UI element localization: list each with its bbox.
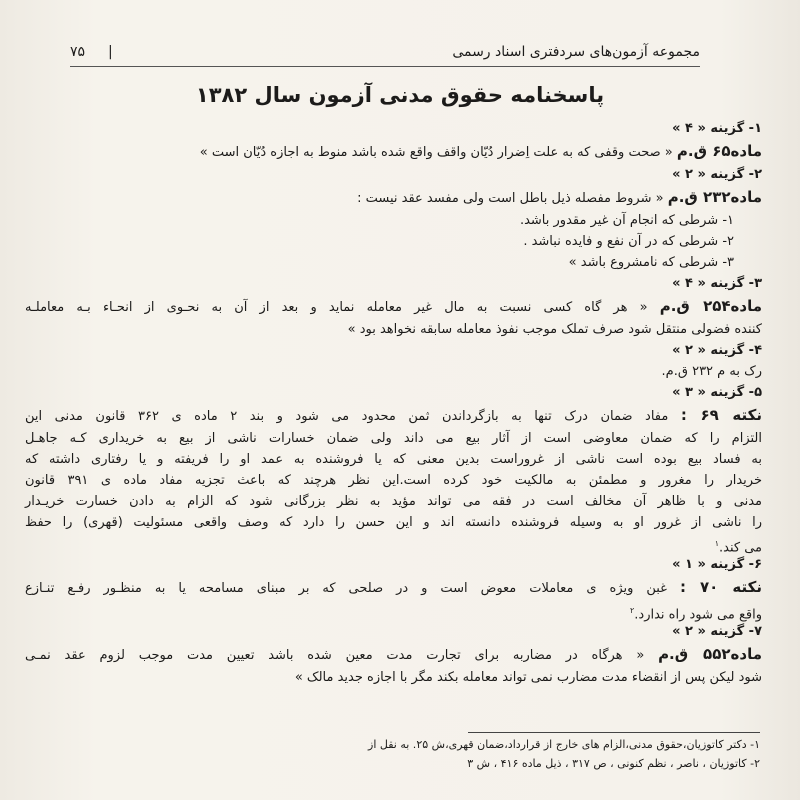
note-text: می کند. <box>719 540 762 556</box>
article-text: « شروط مفصله ذیل باطل است ولی مفسد عقد نیست : <box>357 191 664 206</box>
answer-4-heading: ۴- گزینه « ۲ » <box>672 343 762 358</box>
answer-5-text-2: التزام را که ضمان معاوضی است از آثار بیع می داند ولی ضمان خسارات ناشی از بیع به خریداری کـه جاهـل <box>25 431 762 446</box>
answer-7-text-2: شود لیکن پس از انقضاء مدت مضارب نمی تواند معامله بکند مگر با اجازه جدید مالک » <box>294 670 762 685</box>
answer-3-heading: ۳- گزینه « ۴ » <box>672 276 762 291</box>
header-title: مجموعه آزمون‌های سردفتری اسناد رسمی <box>452 44 700 60</box>
page-title: پاسخنامه حقوق مدنی آزمون سال ۱۳۸۲ <box>195 83 605 107</box>
answer-5-text-6: را ناشی از غرور او به وسیله فروشنده دانسته اند و این حسن را دارد که وصف واقعی مسئولیت (قهری) را حفظ <box>25 515 762 530</box>
answer-6-text-1 <box>25 575 762 600</box>
answer-2-item-3: ۳- شرطی که نامشروع باشد » <box>568 255 734 270</box>
answer-3-text-1 <box>25 294 762 319</box>
answer-2-heading: ۲- گزینه « ۲ » <box>672 167 762 182</box>
answer-7-text-1 <box>25 642 762 667</box>
answer-5-text-3: به فساد بیع بوده است ناشی از غروراست بدین معنی که یا فروشنده به عمد او را فریفته و یا رفتاری داشته که <box>25 452 762 467</box>
answer-5-text-4: خریدار را مغرور و مطمئن به مالکیت خود کرده است.این نظر هرچند که باعث تجزیه مفاد ماده ی ۳۹۱ قانون <box>25 473 762 488</box>
answer-5-heading: ۵- گزینه « ۳ » <box>672 385 762 400</box>
answer-1-heading: ۱- گزینه « ۴ » <box>672 121 762 136</box>
answer-4-text: رک به م ۲۳۲ ق.م. <box>661 364 762 379</box>
answer-2-item-1: ۱- شرطی که انجام آن غیر مقدور باشد. <box>519 213 734 228</box>
footnote-divider <box>468 732 760 733</box>
article-ref: ماده۲۳۲ ق.م <box>667 188 762 206</box>
answer-2-text <box>25 185 762 210</box>
answer-2-item-2: ۲- شرطی که در آن نفع و فایده نباشد . <box>523 234 734 249</box>
article-ref: ماده۲۵۴ ق.م <box>659 297 763 315</box>
note-text: غبن ویژه ی معاملات معوض است و در صلحی که بر مبنای مسامحه یا به منظـور رفـع تنـازع <box>25 581 667 596</box>
answer-body <box>25 118 762 688</box>
answer-5-text-7 <box>25 533 762 554</box>
answer-5-text-5: مدنی و با ظاهر آن مخالف است در فقه می تواند مؤید به نظر بزرگانی شود که الزام به دادن خسارت خریـدار <box>25 494 762 509</box>
article-ref: ماده۶۵ ق.م <box>676 142 762 160</box>
answer-7-heading: ۷- گزینه « ۲ » <box>672 624 762 639</box>
article-ref: ماده۵۵۲ ق.م <box>658 645 762 663</box>
article-text: « صحت وقفی که به علت اِضرار دُیّان واقف واقع شده باشد منوط به اجازه دُیّان است » <box>199 145 673 160</box>
article-text: « هر گاه کسی نسبت به مال غیر معامله نماید و بعد از آن به نحـوی از انحـاء بـه معاملـه <box>25 300 648 315</box>
footnote-1: ۱- دکتر کاتوزیان،حقوق مدنی،الزام های خارج از قرارداد،ضمان قهری،ش ۲۵. به نقل از <box>368 738 760 751</box>
note-text: واقع می شود راه ندارد. <box>634 607 762 623</box>
header-separator: | <box>108 44 113 60</box>
answer-1-text <box>25 139 762 164</box>
running-header <box>70 40 700 67</box>
note-label: نکته ۷۰ : <box>679 578 762 596</box>
footnote-marker: ۱ <box>714 539 719 548</box>
note-text: مفاد ضمان درک تنها به بازگرداندن ثمن محدود می شود و بند ۲ ماده ی ۳۶۲ قانون مدنی این <box>25 409 669 424</box>
answer-6-heading: ۶- گزینه « ۱ » <box>672 557 762 572</box>
note-label: نکته ۶۹ : <box>680 406 762 424</box>
answer-3-text-2: کننده فضولی منتقل شود صرف تملک موجب نفوذ معامله سابقه نخواهد بود » <box>347 322 762 337</box>
answer-5-text-1 <box>25 403 762 428</box>
answer-6-text-2 <box>25 600 762 621</box>
article-text: « هرگاه در مضاربه برای تجارت مدت معین شده باشد تعیین مدت موجب لزوم عقد نمـی <box>25 648 645 663</box>
footnote-2: ۲- کاتوزیان ، ناصر ، نظم کنونی ، ص ۳۱۷ ، ذیل ماده ۴۱۶ ، ش ۳ <box>467 757 760 770</box>
footnote-marker: ۲ <box>630 606 635 615</box>
page-number: ۷۵ <box>70 44 86 60</box>
